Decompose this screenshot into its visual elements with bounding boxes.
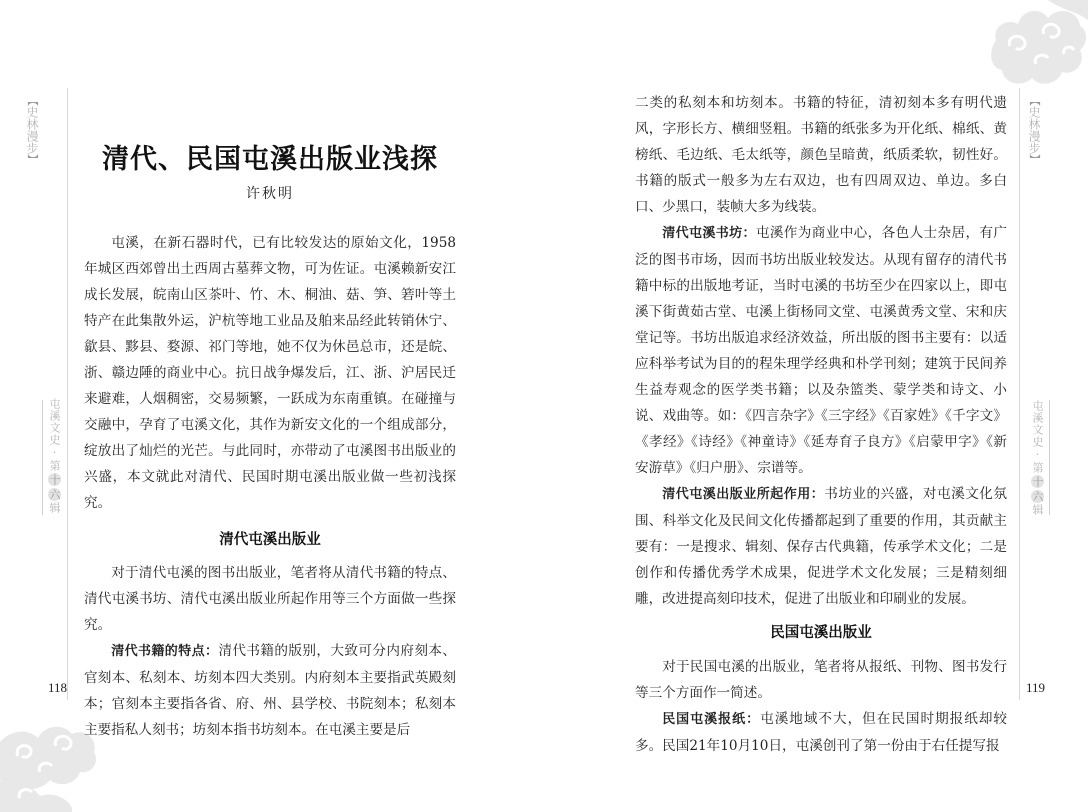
bookshop-text: 屯溪作为商业中心，各色人士杂居，有广泛的图书市场，因而书坊出版业较发达。从现有留存的清代书籍中标的出版地考证，当时屯溪的书坊至少在四家以上，即屯溪下街黄茹古堂、屯溪上街杨同文堂、屯溪黄秀文堂、宋和庆堂记等。书坊出版追求经济效益，所出版的图书主要有：以适应科举考试为目的的程朱理学经典和朴学刊刻；建筑于民间养生益寿观念的医学类书籍；以及杂篮类、蒙学类和诗文、小说、戏曲等。如：《四言杂字》《三字经》《百家姓》《千字文》《孝经》《诗经》《神童诗》《延寿育子良方》《启蒙甲字》《新安游草》《归户册》、宗谱等。: [635, 225, 1007, 476]
role-lead: 清代屯溪出版业所起作用：: [662, 487, 825, 502]
page-number: 118: [48, 680, 68, 695]
books-feature-text: 清代书籍的版别，大致可分内府刻本、官刻本、私刻本、坊刻本四大类别。内府刻本主要指武英殿刻本；官刻本主要指各省、府、州、县学校、书院刻本；私刻本主要指私人刻书；坊刻本指书坊刻本。在屯溪主要是后: [84, 643, 456, 738]
newspaper-lead: 民国屯溪报纸：: [662, 712, 761, 727]
section-heading-minguo: 民国屯溪出版业: [770, 625, 872, 641]
newspaper-paragraph: [635, 706, 1007, 759]
article-author: 许秋明: [246, 186, 294, 202]
role-paragraph: [635, 481, 1007, 612]
section-label-text: 史林漫步: [1027, 106, 1041, 154]
section-label-close: 】: [1028, 154, 1041, 165]
section-intro-paragraph: 对于清代屯溪的图书出版业，笔者将从清代书籍的特点、清代屯溪书坊、清代屯溪出版业所起作用等三个方面做一些探究。: [84, 565, 456, 633]
series-label-prefix: 屯溪文史·第: [1031, 400, 1044, 474]
margin-rule: [67, 88, 68, 700]
section-label-open: 【: [26, 95, 39, 106]
series-rule: [42, 400, 43, 515]
section-label-close: 】: [26, 154, 39, 165]
margin-rule: [1019, 88, 1020, 700]
right-page-body: [635, 90, 1007, 759]
series-number-six: 六: [48, 488, 61, 501]
section-heading-qing: 清代屯溪出版业: [219, 532, 321, 548]
article-title: 清代、民国屯溪出版业浅探: [102, 144, 438, 175]
series-number-ten: 十: [1031, 475, 1044, 488]
newspaper-text: 屯溪地域不大，但在民国时期报纸却较多。民国21年10月10日，屯溪创刊了第一份由于右任提写报: [635, 711, 1007, 754]
section-label-text: 史林漫步: [25, 106, 39, 154]
left-page-body: [84, 140, 456, 743]
series-label: [1031, 400, 1044, 516]
series-rule: [1049, 400, 1050, 515]
series-number-six: 六: [1031, 490, 1044, 503]
series-label-prefix: 屯溪文史·第: [48, 398, 61, 472]
right-page: [544, 0, 1088, 812]
cloud-ornament-icon: [988, 0, 1088, 92]
series-label-suffix: 辑: [48, 502, 61, 514]
series-label: [48, 398, 61, 514]
section2-intro-paragraph: 对于民国屯溪的出版业，笔者将从报纸、刊物、图书发行等三个方面作一简述。: [635, 659, 1007, 701]
books-feature-lead: 清代书籍的特点：: [111, 644, 219, 659]
section-label-open: 【: [1028, 95, 1041, 106]
section-label: [26, 95, 38, 165]
series-label-suffix: 辑: [1031, 504, 1044, 516]
role-text: 书坊业的兴盛，对屯溪文化氛围、科举文化及民间文化传播都起到了重要的作用，其贡献主要有：一是搜求、辑刻、保存古代典籍，传承学术文化；二是创作和传播优秀学术成果，促进学术文化发展；三是精刻细雕，改进提高刻印技术，促进了出版业和印刷业的发展。: [635, 486, 1007, 607]
continued-paragraph: 二类的私刻本和坊刻本。书籍的特征，清初刻本多有明代遗风，字形长方、横细竖粗。书籍的纸张多为开化纸、棉纸、黄榜纸、毛边纸、毛太纸等，颜色呈暗黄，纸质柔软，韧性好。书籍的版式一般多为左右双边，也有四周双边、单边。多白口、少黑口，装帧大多为线装。: [635, 95, 1007, 215]
books-feature-paragraph: [84, 638, 456, 743]
page-number: 119: [1026, 680, 1046, 695]
bookshop-paragraph: [635, 220, 1007, 481]
bookshop-lead: 清代屯溪书坊：: [662, 226, 756, 241]
intro-paragraph: 屯溪，在新石器时代，已有比较发达的原始文化，1958年城区西郊曾出土西周古墓葬文物，可为佐证。屯溪赖新安江成长发展，皖南山区茶叶、竹、木、桐油、菇、笋、箬叶等土特产在此集散外运，沪杭等地工业品及舶来品经此转销休宁、歙县、黟县、婺源、祁门等地，她不仅为休邑总市，还是皖、浙、赣边陲的商业中心。抗日战争爆发后，江、浙、沪居民迁来避难，人烟稠密，交易频繁，一跃成为东南重镇。在碰撞与交融中，孕育了屯溪文化，其作为新安文化的一个组成部分，绽放出了灿烂的光芒。与此同时，亦带动了屯溪图书出版业的兴盛，本文就此对清代、民国时期屯溪出版业做一些初浅探究。: [84, 235, 456, 511]
section-label: [1028, 95, 1040, 165]
series-number-ten: 十: [48, 473, 61, 486]
